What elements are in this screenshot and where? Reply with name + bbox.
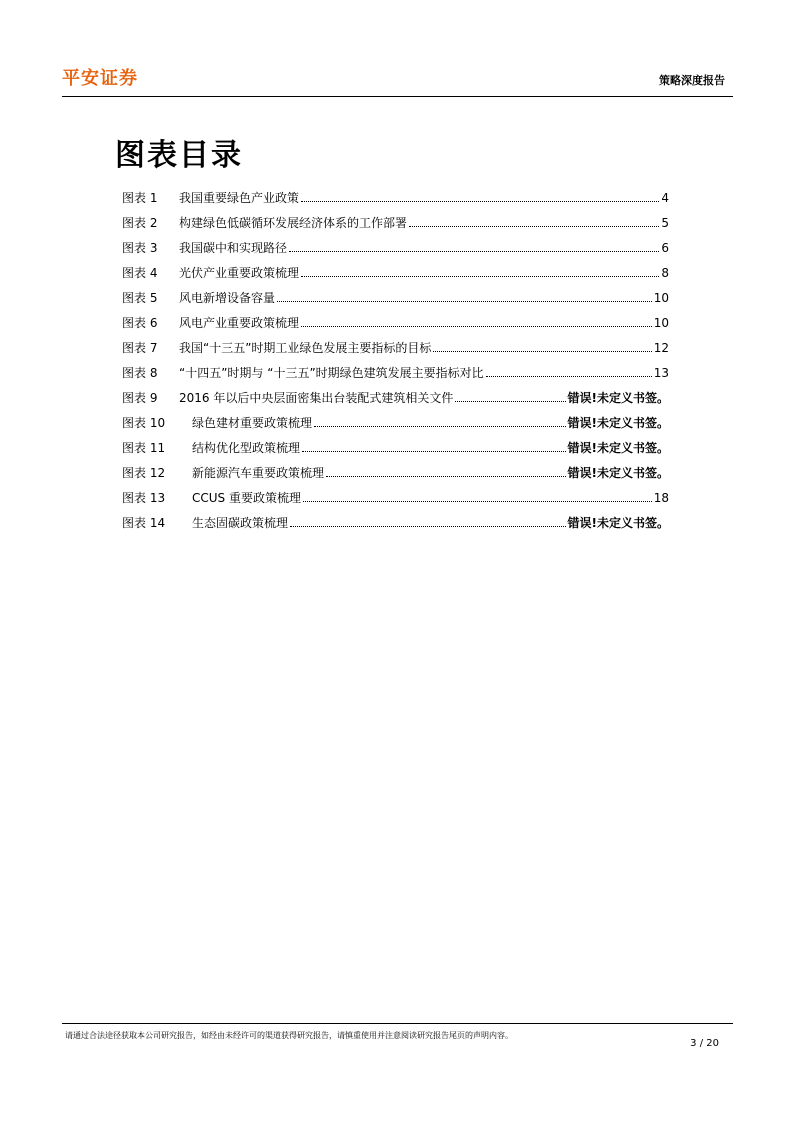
toc-dot-leader <box>302 450 566 452</box>
toc-entry-page: 5 <box>661 216 669 230</box>
toc-entry-error: 错误!未定义书签。 <box>567 391 669 405</box>
toc-entry[interactable] <box>122 415 669 440</box>
figure-list <box>122 190 669 540</box>
toc-entry-label: 图表 3 <box>122 241 158 255</box>
toc-entry-error: 错误!未定义书签。 <box>567 441 669 455</box>
toc-entry[interactable] <box>122 215 669 240</box>
toc-entry-page: 8 <box>661 266 669 280</box>
toc-dot-leader <box>301 275 659 277</box>
toc-entry[interactable] <box>122 240 669 265</box>
toc-entry-title: 构建绿色低碳循环发展经济体系的工作部署 <box>179 216 408 230</box>
toc-entry[interactable] <box>122 340 669 365</box>
toc-entry-label: 图表 11 <box>122 441 166 455</box>
document-type: 策略深度报告 <box>659 74 725 87</box>
toc-entry-label: 图表 7 <box>122 341 158 355</box>
toc-entry-label: 图表 5 <box>122 291 158 305</box>
toc-entry-page: 18 <box>653 491 669 505</box>
toc-entry-error: 错误!未定义书签。 <box>567 466 669 480</box>
toc-entry[interactable] <box>122 315 669 340</box>
toc-entry-error: 错误!未定义书签。 <box>567 416 669 430</box>
toc-entry[interactable] <box>122 490 669 515</box>
toc-entry-title: “十四五”时期与 “十三五”时期绿色建筑发展主要指标对比 <box>179 366 484 380</box>
toc-dot-leader <box>301 200 659 202</box>
toc-entry-page: 13 <box>653 366 669 380</box>
footer-divider <box>62 1023 733 1024</box>
toc-entry-title: 风电产业重要政策梳理 <box>179 316 300 330</box>
toc-dot-leader <box>290 525 566 527</box>
toc-entry-title: 我国“十三五”时期工业绿色发展主要指标的目标 <box>179 341 432 355</box>
toc-dot-leader <box>455 400 565 402</box>
toc-entry-title: 新能源汽车重要政策梳理 <box>192 466 325 480</box>
page-number: 3 / 20 <box>690 1038 719 1049</box>
footer-disclaimer: 请通过合法途径获取本公司研究报告，如经由未经许可的渠道获得研究报告，请慎重使用并注意阅读研究报告尾页的声明内容。 <box>65 1031 513 1040</box>
toc-dot-leader <box>303 500 652 502</box>
toc-entry-label: 图表 8 <box>122 366 158 380</box>
toc-entry-error: 错误!未定义书签。 <box>567 516 669 530</box>
toc-entry[interactable] <box>122 515 669 540</box>
toc-dot-leader <box>409 225 659 227</box>
header-divider <box>62 96 733 97</box>
toc-entry[interactable] <box>122 390 669 415</box>
toc-dot-leader <box>314 425 566 427</box>
toc-entry-label: 图表 9 <box>122 391 158 405</box>
toc-entry-title: 结构优化型政策梳理 <box>192 441 301 455</box>
toc-entry-title: 生态固碳政策梳理 <box>192 516 289 530</box>
toc-entry-label: 图表 14 <box>122 516 166 530</box>
toc-entry-title: 2016 年以后中央层面密集出台装配式建筑相关文件 <box>179 391 454 405</box>
toc-entry-page: 6 <box>661 241 669 255</box>
toc-entry-label: 图表 10 <box>122 416 166 430</box>
toc-entry[interactable] <box>122 290 669 315</box>
toc-dot-leader <box>301 325 652 327</box>
toc-entry-page: 10 <box>653 316 669 330</box>
toc-entry[interactable] <box>122 265 669 290</box>
toc-entry-title: 风电新增设备容量 <box>179 291 276 305</box>
toc-entry[interactable] <box>122 365 669 390</box>
toc-entry-label: 图表 4 <box>122 266 158 280</box>
page-header <box>62 64 733 96</box>
brand-logo: 平安证券 <box>62 68 138 89</box>
toc-dot-leader <box>289 250 659 252</box>
toc-entry[interactable] <box>122 190 669 215</box>
toc-entry-label: 图表 13 <box>122 491 166 505</box>
toc-entry[interactable] <box>122 465 669 490</box>
toc-entry-title: 我国重要绿色产业政策 <box>179 191 300 205</box>
toc-dot-leader <box>433 350 651 352</box>
toc-entry-page: 4 <box>661 191 669 205</box>
toc-entry[interactable] <box>122 440 669 465</box>
toc-entry-label: 图表 6 <box>122 316 158 330</box>
toc-entry-title: 绿色建材重要政策梳理 <box>192 416 313 430</box>
toc-entry-page: 10 <box>653 291 669 305</box>
toc-entry-title: 我国碳中和实现路径 <box>179 241 288 255</box>
toc-dot-leader <box>486 375 652 377</box>
page-title: 图表目录 <box>115 138 243 173</box>
toc-entry-label: 图表 2 <box>122 216 158 230</box>
toc-dot-leader <box>326 475 566 477</box>
toc-entry-label: 图表 12 <box>122 466 166 480</box>
toc-entry-label: 图表 1 <box>122 191 158 205</box>
toc-dot-leader <box>277 300 652 302</box>
toc-entry-page: 12 <box>653 341 669 355</box>
toc-entry-title: CCUS 重要政策梳理 <box>192 491 301 505</box>
toc-entry-title: 光伏产业重要政策梳理 <box>179 266 300 280</box>
